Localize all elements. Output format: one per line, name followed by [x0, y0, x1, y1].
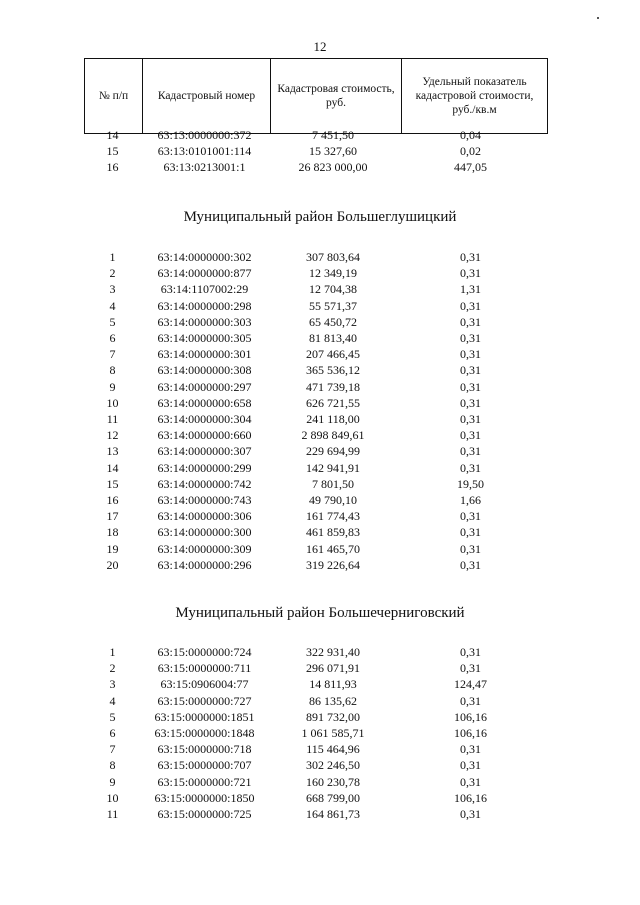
cadastral-cost: 26 823 000,00 [298, 160, 368, 175]
row-number: 5 [109, 709, 116, 724]
row-number: 3 [109, 677, 116, 692]
cadastral-number: 63:14:0000000:297 [157, 379, 252, 394]
table-row [0, 693, 640, 709]
specific-indicator: 0,31 [460, 758, 481, 773]
cadastral-cost: 229 694,99 [306, 444, 360, 459]
cadastral-cost: 65 450,72 [309, 314, 357, 329]
specific-indicator: 0,31 [460, 460, 481, 475]
cadastral-number: 63:15:0000000:727 [157, 693, 252, 708]
specific-indicator: 0,31 [460, 298, 481, 313]
row-number: 2 [109, 266, 116, 281]
row-number: 3 [109, 282, 116, 297]
row-number: 15 [106, 144, 119, 159]
cadastral-number: 63:15:0000000:724 [157, 645, 252, 659]
table-row [0, 557, 640, 573]
cadastral-cost: 160 230,78 [306, 774, 360, 789]
cadastral-cost: 365 536,12 [306, 363, 360, 378]
table-header [84, 58, 548, 134]
table-row [0, 709, 640, 725]
cadastral-cost: 302 246,50 [306, 758, 360, 773]
cadastral-number: 63:14:0000000:660 [157, 428, 252, 443]
row-number: 16 [106, 160, 119, 175]
specific-indicator: 0,31 [460, 645, 481, 659]
cadastral-number: 63:14:0000000:658 [157, 395, 252, 410]
cadastral-number: 63:15:0000000:1850 [154, 790, 255, 805]
table-row [0, 143, 640, 159]
specific-indicator: 1,66 [460, 493, 481, 507]
cadastral-number: 63:15:0000000:718 [157, 742, 252, 757]
row-number: 1 [109, 250, 116, 264]
specific-indicator: 124,47 [454, 677, 487, 692]
table-row [0, 159, 640, 175]
specific-indicator: 0,31 [460, 774, 481, 789]
cadastral-cost: 307 803,64 [306, 250, 360, 264]
specific-indicator: 0,31 [460, 379, 481, 394]
specific-indicator: 106,16 [454, 709, 487, 724]
specific-indicator: 1,31 [460, 282, 481, 297]
row-number: 1 [109, 645, 116, 659]
table-row [0, 362, 640, 378]
row-number: 19 [106, 541, 119, 556]
specific-indicator: 0,31 [460, 661, 481, 676]
table-row [0, 460, 640, 476]
specific-indicator: 447,05 [454, 160, 487, 175]
table-row [0, 379, 640, 395]
table-row [0, 725, 640, 741]
cadastral-number: 63:14:0000000:300 [157, 525, 252, 540]
specific-indicator: 0,31 [460, 363, 481, 378]
cadastral-cost: 164 861,73 [306, 807, 360, 821]
cadastral-cost: 55 571,37 [309, 298, 357, 313]
row-number: 15 [106, 476, 119, 491]
cadastral-cost: 142 941,91 [306, 460, 360, 475]
row-number: 17 [106, 509, 119, 524]
table-row [0, 508, 640, 524]
cadastral-number: 63:14:0000000:743 [157, 493, 252, 507]
specific-indicator: 0,31 [460, 314, 481, 329]
table-row [0, 644, 640, 660]
row-number: 8 [109, 758, 116, 773]
table-row [0, 411, 640, 427]
cadastral-cost: 296 071,91 [306, 661, 360, 676]
row-number: 10 [106, 790, 119, 805]
cadastral-number: 63:14:0000000:308 [157, 363, 252, 378]
row-number: 5 [109, 314, 116, 329]
table-row [0, 476, 640, 492]
specific-indicator: 0,31 [460, 250, 481, 264]
specific-indicator: 19,50 [457, 476, 484, 491]
cadastral-cost: 322 931,40 [306, 645, 360, 659]
table-row [0, 757, 640, 773]
specific-indicator: 0,31 [460, 557, 481, 572]
row-number: 8 [109, 363, 116, 378]
specific-indicator: 0,31 [460, 412, 481, 426]
cadastral-cost: 7 801,50 [312, 476, 354, 491]
table-row [0, 346, 640, 362]
cadastral-cost: 207 466,45 [306, 347, 360, 362]
cadastral-number: 63:14:0000000:307 [157, 444, 252, 459]
specific-indicator: 0,31 [460, 525, 481, 540]
cadastral-number: 63:15:0000000:725 [157, 807, 252, 821]
table-row [0, 395, 640, 411]
cadastral-cost: 668 799,00 [306, 790, 360, 805]
specific-indicator: 0,31 [460, 541, 481, 556]
cadastral-cost: 12 704,38 [309, 282, 357, 297]
specific-indicator: 0,31 [460, 347, 481, 362]
row-number: 13 [106, 444, 119, 459]
table-row [0, 265, 640, 281]
specific-indicator: 0,02 [460, 144, 481, 159]
specific-indicator: 0,31 [460, 266, 481, 281]
table-row [0, 249, 640, 265]
cadastral-number: 63:15:0000000:707 [157, 758, 252, 773]
cadastral-cost: 461 859,83 [306, 525, 360, 540]
row-number: 6 [109, 726, 116, 740]
cadastral-cost: 626 721,55 [306, 395, 360, 410]
table-row [0, 541, 640, 557]
specific-indicator: 0,31 [460, 693, 481, 708]
table-row [0, 427, 640, 443]
specific-indicator: 0,31 [460, 444, 481, 459]
cadastral-number: 63:14:0000000:296 [157, 557, 252, 572]
table-row [0, 774, 640, 790]
cadastral-cost: 2 898 849,61 [301, 428, 365, 443]
cadastral-cost: 81 813,40 [309, 331, 357, 345]
row-number: 12 [106, 428, 119, 443]
row-number: 6 [109, 331, 116, 345]
cadastral-cost: 15 327,60 [309, 144, 357, 159]
cadastral-number: 63:14:0000000:877 [157, 266, 252, 281]
row-number: 11 [106, 807, 119, 821]
specific-indicator: 106,16 [454, 790, 487, 805]
cadastral-cost: 86 135,62 [309, 693, 357, 708]
table-row [0, 806, 640, 822]
row-number: 4 [109, 693, 116, 708]
cadastral-number: 63:14:0000000:302 [157, 250, 252, 264]
cadastral-cost: 1 061 585,71 [301, 726, 365, 740]
cadastral-cost: 161 774,43 [306, 509, 360, 524]
header-cadastral-cost: Кадастровая стоимость, руб. [271, 59, 402, 134]
row-number: 18 [106, 525, 119, 540]
cadastral-cost: 319 226,64 [306, 557, 360, 572]
cadastral-cost: 12 349,19 [309, 266, 357, 281]
table-row [0, 330, 640, 346]
row-number: 14 [106, 128, 119, 142]
row-number: 14 [106, 460, 119, 475]
cadastral-number: 63:15:0000000:1851 [154, 709, 255, 724]
specific-indicator: 106,16 [454, 726, 487, 740]
cadastral-number: 63:13:0213001:1 [163, 160, 246, 175]
cadastral-number: 63:14:0000000:304 [157, 412, 252, 426]
cadastral-cost: 49 790,10 [309, 493, 357, 507]
cadastral-number: 63:14:0000000:299 [157, 460, 252, 475]
cadastral-cost: 115 464,96 [306, 742, 360, 757]
section-title: Муниципальный район Большеглушицкий [183, 209, 457, 225]
cadastral-number: 63:14:0000000:309 [157, 541, 252, 556]
specific-indicator: 0,31 [460, 742, 481, 757]
cadastral-cost: 7 451,50 [312, 128, 354, 142]
cadastral-cost: 161 465,70 [306, 541, 360, 556]
cadastral-number: 63:15:0000000:721 [157, 774, 252, 789]
header-cadastral-number: Кадастровый номер [143, 59, 271, 134]
cadastral-number: 63:14:1107002:29 [160, 282, 249, 297]
cadastral-cost: 471 739,18 [306, 379, 360, 394]
section-title: Муниципальный район Большечерниговский [175, 605, 465, 621]
header-specific-indicator: Удельный показатель кадастровой стоимости, руб./кв.м [402, 59, 548, 134]
cadastral-number: 63:14:0000000:301 [157, 347, 252, 362]
cadastral-number: 63:13:0000000:372 [157, 128, 252, 142]
cadastral-cost: 891 732,00 [306, 709, 360, 724]
table-row [0, 790, 640, 806]
row-number: 11 [106, 412, 119, 426]
cadastral-number: 63:14:0000000:305 [157, 331, 252, 345]
specific-indicator: 0,31 [460, 428, 481, 443]
table-row [0, 281, 640, 297]
row-number: 4 [109, 298, 116, 313]
table-row [0, 524, 640, 540]
specific-indicator: 0,31 [460, 331, 481, 345]
table-row [0, 314, 640, 330]
table-row [0, 492, 640, 508]
cadastral-number: 63:14:0000000:298 [157, 298, 252, 313]
table-row [0, 127, 640, 143]
page-number: 12 [313, 39, 327, 54]
row-number: 9 [109, 379, 116, 394]
row-number: 20 [106, 557, 119, 572]
cadastral-cost: 14 811,93 [309, 677, 357, 692]
table-row [0, 676, 640, 692]
cadastral-number: 63:15:0906004:77 [160, 677, 249, 692]
cadastral-cost: 241 118,00 [306, 412, 360, 426]
header-num: № п/п [85, 59, 143, 134]
specific-indicator: 0,04 [460, 128, 481, 142]
specific-indicator: 0,31 [460, 509, 481, 524]
specific-indicator: 0,31 [460, 807, 481, 821]
cadastral-number: 63:13:0101001:114 [157, 144, 252, 159]
table-row [0, 660, 640, 676]
cadastral-number: 63:14:0000000:306 [157, 509, 252, 524]
row-number: 9 [109, 774, 116, 789]
specific-indicator: 0,31 [460, 395, 481, 410]
cadastral-number: 63:14:0000000:742 [157, 476, 252, 491]
table-row [0, 443, 640, 459]
row-number: 10 [106, 395, 119, 410]
table-row [0, 298, 640, 314]
row-number: 2 [109, 661, 116, 676]
row-number: 7 [109, 347, 116, 362]
cadastral-number: 63:15:0000000:711 [157, 661, 252, 676]
scan-mark [597, 17, 599, 19]
row-number: 7 [109, 742, 116, 757]
cadastral-number: 63:15:0000000:1848 [154, 726, 255, 740]
row-number: 16 [106, 493, 119, 507]
table-row [0, 741, 640, 757]
cadastral-number: 63:14:0000000:303 [157, 314, 252, 329]
